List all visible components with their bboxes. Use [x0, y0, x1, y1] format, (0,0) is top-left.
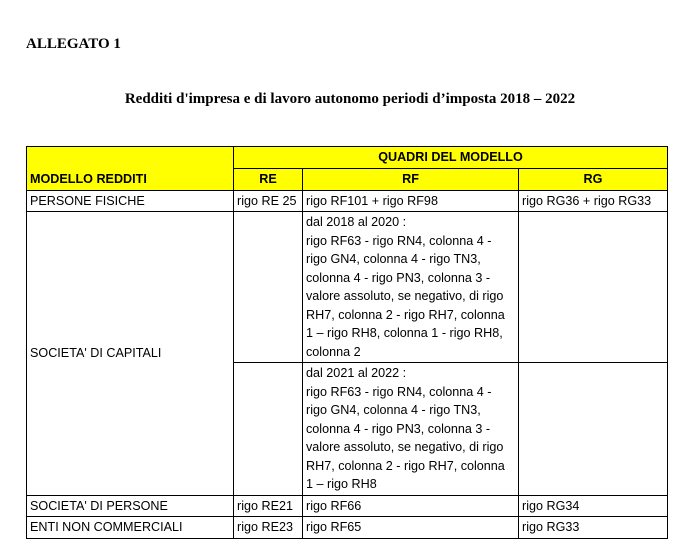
cell-re: rigo RE23 [234, 517, 303, 539]
header-rg: RG [519, 169, 668, 191]
row-label: SOCIETA' DI CAPITALI [27, 212, 234, 496]
cell-rf-2018-2020: dal 2018 al 2020 : rigo RF63 - rigo RN4, colonna 4 - rigo GN4, colonna 4 - rigo TN3, colonna 4 - rigo PN3, colonna 3 - valore assoluto, se negativo, di rigo RH7, colonna 2 - rigo RH7, colonna 1 – rigo RH8, colonna 1 - rigo RH8, colonna 2 [303, 212, 519, 363]
cell-rf-2021-2022: dal 2021 al 2022 : rigo RF63 - rigo RN4, colonna 4 - rigo GN4, colonna 4 - rigo TN3, colonna 4 - rigo PN3, colonna 3 - valore assoluto, se negativo, di rigo RH7, colonna 2 - rigo RH7, colonna 1 – rigo RH8 [303, 363, 519, 496]
cell-rf: rigo RF101 + rigo RF98 [303, 190, 519, 212]
cell-re [234, 363, 303, 496]
document-title: Redditi d'impresa e di lavoro autonomo periodi d’imposta 2018 – 2022 [124, 91, 576, 107]
row-label: ENTI NON COMMERCIALI [27, 517, 234, 539]
cell-rg: rigo RG33 [519, 517, 668, 539]
header-modello-redditi: MODELLO REDDITI [27, 147, 234, 191]
row-label: PERSONE FISICHE [27, 190, 234, 212]
row-label: SOCIETA' DI PERSONE [27, 495, 234, 517]
header-re: RE [234, 169, 303, 191]
cell-re: rigo RE 25 [234, 190, 303, 212]
table-row-societa-persone [27, 495, 668, 517]
attachment-label: ALLEGATO 1 [26, 36, 121, 52]
cell-rf: rigo RF66 [303, 495, 519, 517]
cell-re: rigo RE21 [234, 495, 303, 517]
header-row-top [27, 147, 668, 169]
header-rf: RF [303, 169, 519, 191]
cell-rf: rigo RF65 [303, 517, 519, 539]
cell-rg [519, 363, 668, 496]
cell-re [234, 212, 303, 363]
header-quadri-del-modello: QUADRI DEL MODELLO [234, 147, 668, 169]
cell-rg [519, 212, 668, 363]
table-row-societa-capitali-2018-2020 [27, 212, 668, 363]
table-row-persone-fisiche [27, 190, 668, 212]
cell-rg: rigo RG34 [519, 495, 668, 517]
income-models-table [26, 146, 668, 539]
cell-rg: rigo RG36 + rigo RG33 [519, 190, 668, 212]
table-row-enti-non-commerciali [27, 517, 668, 539]
